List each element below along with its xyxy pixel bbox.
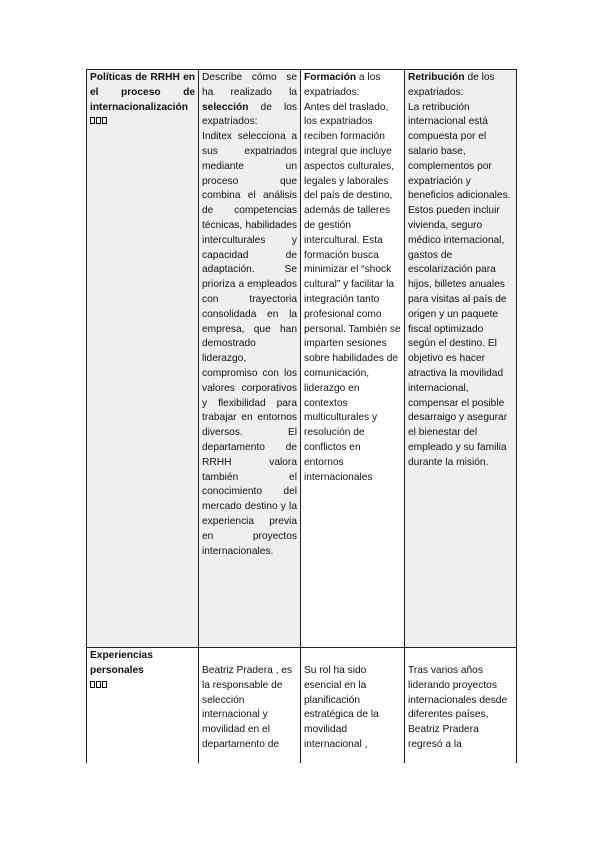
- compensation-cell: [405, 70, 517, 648]
- row-header-experiences: [87, 648, 199, 764]
- selection-cell: [199, 70, 301, 648]
- compensation-prompt: Retribución de los expatriados:: [408, 72, 495, 98]
- experience-compensation-body: Tras varios años liderando proyectos internacionales desde diferentes países, Beatriz Pradera regresó a la: [408, 665, 508, 750]
- row-header-policies: [87, 70, 199, 648]
- training-body: Antes del traslado, los expatriados reciben formación integral que incluye aspectos culturales, legales y laborales del país de destino, además de talleres de gestión intercultural. Esta formación busca minimizar el “shock cultural” y facilitar la integración tanto profesional como personal. También se imparten sesiones sobre habilidades de comunicación, liderazgo en contextos multiculturales y resolución de conflictos en entornos internacionales: [304, 101, 401, 483]
- missing-glyph-icon: [90, 117, 107, 124]
- experiences-heading: Experiencias personales: [90, 650, 153, 676]
- experience-training-cell: [301, 648, 405, 764]
- experience-selection-cell: [199, 648, 301, 764]
- compensation-body: La retribución internacional está compuesta por el salario base, complementos por expatriación y beneficios adicionales. Estos pueden incluir vivienda, seguro médico internacional, gastos de escolarización para hijos, billetes anuales para visitas al país de origen y un paquete fiscal optimizado según el destino. El objetivo es hacer atractiva la movilidad internacional, compensar el posible desarraigo y asegurar el bienestar del empleado y su familia durante la misión.: [408, 101, 511, 468]
- experience-compensation-cell: [405, 648, 517, 764]
- hr-policies-table: [86, 69, 517, 763]
- table-row: [87, 648, 517, 764]
- selection-keyword: selección: [202, 101, 249, 113]
- experience-selection-body: Beatriz Pradera , es la responsable de selección internacional y movilidad en el departamento de: [202, 665, 293, 750]
- selection-body: Inditex selecciona a sus expatriados mediante un proceso que combina el análisis de competencias técnicas, habilidades interculturales y capacidad de adaptación. Se prioriza a empleados con trayectoria consolidada en la empresa, que han demostrado liderazgo, compromiso con los valores corporativos y flexibilidad para trabajar en entornos diversos. El departamento de RRHH valora también el conocimiento del mercado destino y la experiencia previa en proyectos internacionales.: [202, 131, 297, 557]
- compensation-keyword: Retribución: [408, 72, 465, 83]
- training-prompt: Formación a los expatriados:: [304, 72, 381, 98]
- missing-glyph-icon: [90, 681, 107, 688]
- selection-prompt: Describe cómo se ha realizado la selección de los expatriados:: [202, 72, 297, 128]
- table-row: [87, 70, 517, 648]
- experience-training-body: Su rol ha sido esencial en la planificación estratégica de la movilidad internacional ,: [304, 665, 379, 750]
- policies-heading: Políticas de RRHH en el proceso de internacionalización: [90, 72, 195, 113]
- training-keyword: Formación: [304, 72, 357, 83]
- training-cell: [301, 70, 405, 648]
